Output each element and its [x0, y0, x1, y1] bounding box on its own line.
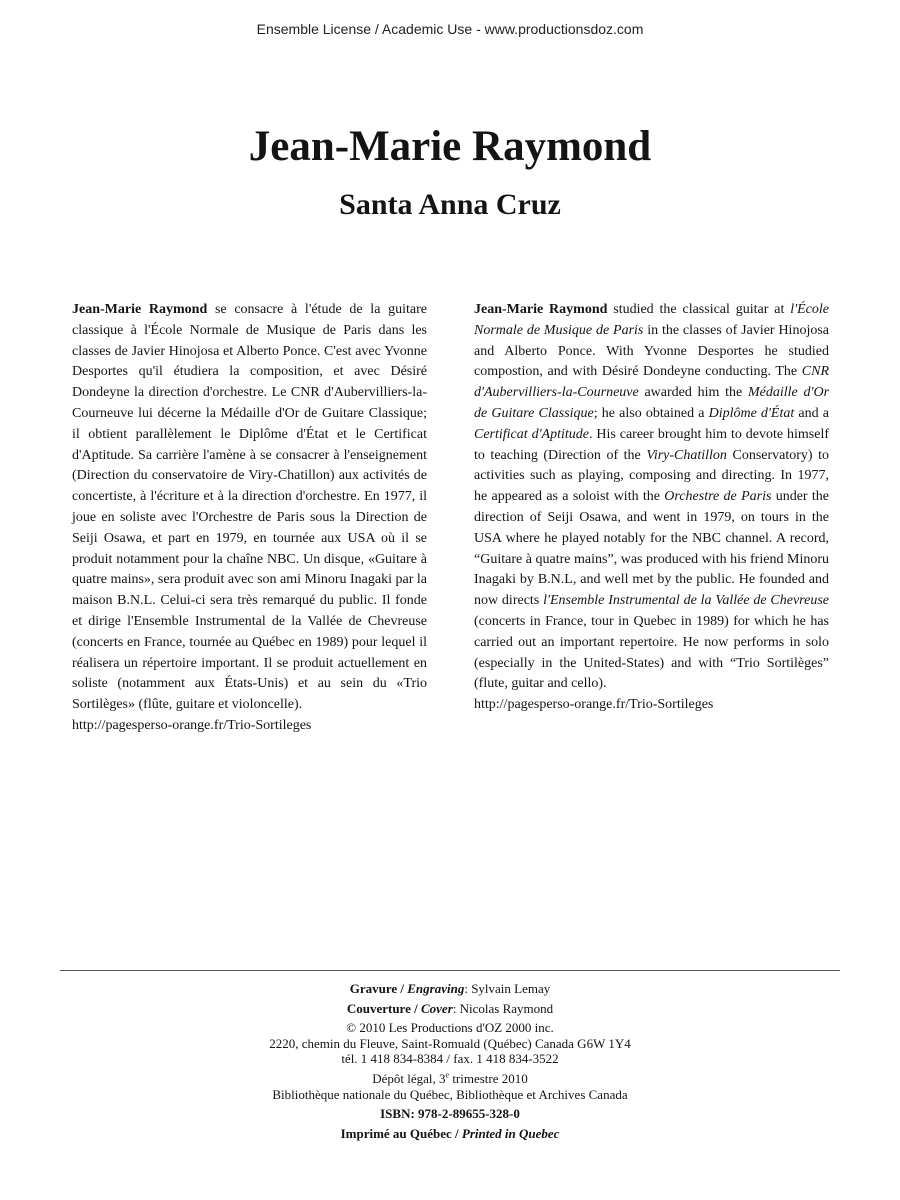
bio-en-italic: Viry-Chatillon — [646, 447, 727, 463]
credits-block — [0, 981, 900, 1141]
license-header: Ensemble License / Academic Use - www.productionsdoz.com — [256, 21, 644, 37]
website-url-en: http://pagesperso-orange.fr/Trio-Sortileges — [474, 697, 714, 713]
publisher-phone: tél. 1 418 834-8384 / fax. 1 418 834-3522 — [341, 1051, 559, 1067]
cover-credit — [0, 1001, 900, 1017]
depot-superscript: e — [445, 1070, 450, 1080]
biography-english-text — [474, 300, 829, 695]
biography-french-text — [72, 300, 427, 716]
bio-en-text: in the classes of Javier Hinojosa and Alberto Ponce. With Yvonne Desportes he studied compostion, and with Désiré Dondeyne conducting. The — [474, 322, 830, 380]
biography-english — [474, 300, 829, 716]
bio-en-italic: Diplôme d'État — [708, 405, 795, 421]
engraving-name: : Sylvain Lemay — [464, 981, 551, 996]
bio-en-italic: Certificat d'Aptitude — [474, 426, 589, 442]
copyright-line: © 2010 Les Productions d'OZ 2000 inc. — [346, 1020, 554, 1036]
footer-divider — [60, 970, 840, 971]
page-title: Jean-Marie Raymond — [248, 123, 652, 170]
composer-name-fr: Jean-Marie Raymond — [72, 302, 208, 317]
library-line: Bibliothèque nationale du Québec, Bibliothèque et Archives Canada — [272, 1086, 628, 1102]
isbn: ISBN: 978-2-89655-328-0 — [380, 1106, 520, 1122]
bio-en-italic: l'École Normale de Musique de Paris — [474, 302, 829, 338]
cover-label-fr: Couverture / — [346, 1000, 421, 1016]
composer-name-en: Jean-Marie Raymond — [474, 302, 608, 317]
printed-fr: Imprimé au Québec / — [340, 1125, 462, 1141]
engraving-label-fr: Gravure / — [349, 981, 408, 996]
biography-french-body: se consacre à l'étude de la guitare classique à l'École Normale de Musique de Paris dans les classes de Javier Hinojosa et Alberto Ponce. C'est avec Yvonne Desportes qu'il étudiera la composition, et avec Désiré Dondeyne la direction d'orchestre. Le CNR d'Aubervilliers-la-Courneuve lui décerne la Médaille d'Or de Guitare Classique; il obtient parallèlement le Diplôme d'État et le Certificat d'Aptitude. Sa carrière l'amène à se consacrer à l'enseignement (Direction du conservatoire de Viry-Chatillon) aux activités de concertiste, à l'écriture et à la direction d'orchestre. En 1977, il joue en soliste avec l'Orchestre de Paris sous la Direction de Seiji Osawa, et part en 1979, en tournée aux USA où il se produit notamment pour la chaîne NBC. Un disque, «Guitare à quatre mains», sera produit avec son ami Minoru Inagaki par la maison B.N.L. Celui-ci sera très remarqué du public. Il fonde et dirige l'Ensemble Instrumental de la Vallée de Chevreuse (concerts en France, tournée au Québec en 1989) pour lequel il réalisera un répertoire important. Il se produit actuellement en soliste (notamment aux États-Unis) et au sein du «Trio Sortilèges» (flûte, guitare et violoncelle). — [72, 302, 427, 713]
bio-en-italic: CNR d'Aubervilliers-la-Courneuve — [474, 364, 829, 401]
website-url-fr: http://pagesperso-orange.fr/Trio-Sortileges — [72, 717, 312, 733]
bio-en-text: Conservatory) to activities such as playing, composing and directing. In 1977, he appeared as a soloist with the — [474, 447, 829, 505]
bio-en-text: ; he also obtained a — [593, 405, 709, 421]
bio-en-text: . His career brought him to devote himself to teaching (Direction of the — [474, 426, 829, 463]
depot-text: Dépôt légal, 3 — [372, 1070, 446, 1086]
bio-en-text: (concerts in France, tour in Quebec in 1989) for which he has carried out an important repertoire. He now performs in solo (especially in the United-States) and with “Trio Sortilèges” (flute, guitar and cello). — [474, 613, 829, 692]
bio-en-italic: l'Ensemble Instrumental de la Vallée de Chevreuse — [543, 593, 829, 609]
legal-deposit — [0, 1071, 900, 1087]
publisher-address: 2220, chemin du Fleuve, Saint-Romuald (Québec) Canada G6W 1Y4 — [269, 1035, 631, 1051]
bio-en-italic: Médaille d'Or de Guitare Classique — [474, 385, 830, 421]
bio-en-text: under the direction of Seiji Osawa, and went in 1979, on tours in the USA where he played notably for the NBC channel. A record, “Guitare à quatre mains”, was produced with his friend Minoru Inagaki by B.N.L, and well met by the public. He founded and now directs — [474, 489, 829, 609]
page-subtitle: Santa Anna Cruz — [339, 188, 561, 221]
cover-label-en: Cover — [420, 1000, 453, 1016]
biography-french — [72, 300, 427, 737]
printed-en: Printed in Quebec — [461, 1125, 560, 1141]
bio-en-italic: Orchestre de Paris — [664, 489, 772, 505]
bio-en-text: studied the classical guitar at — [607, 302, 791, 317]
bio-en-text: awarded him the — [638, 385, 748, 401]
depot-text: trimestre 2010 — [449, 1070, 528, 1086]
bio-en-text: and a — [794, 405, 829, 421]
engraving-label-en: Engraving — [407, 981, 465, 996]
printed-in — [0, 1126, 900, 1142]
cover-name: : Nicolas Raymond — [452, 1000, 554, 1016]
engraving-credit — [0, 981, 900, 997]
